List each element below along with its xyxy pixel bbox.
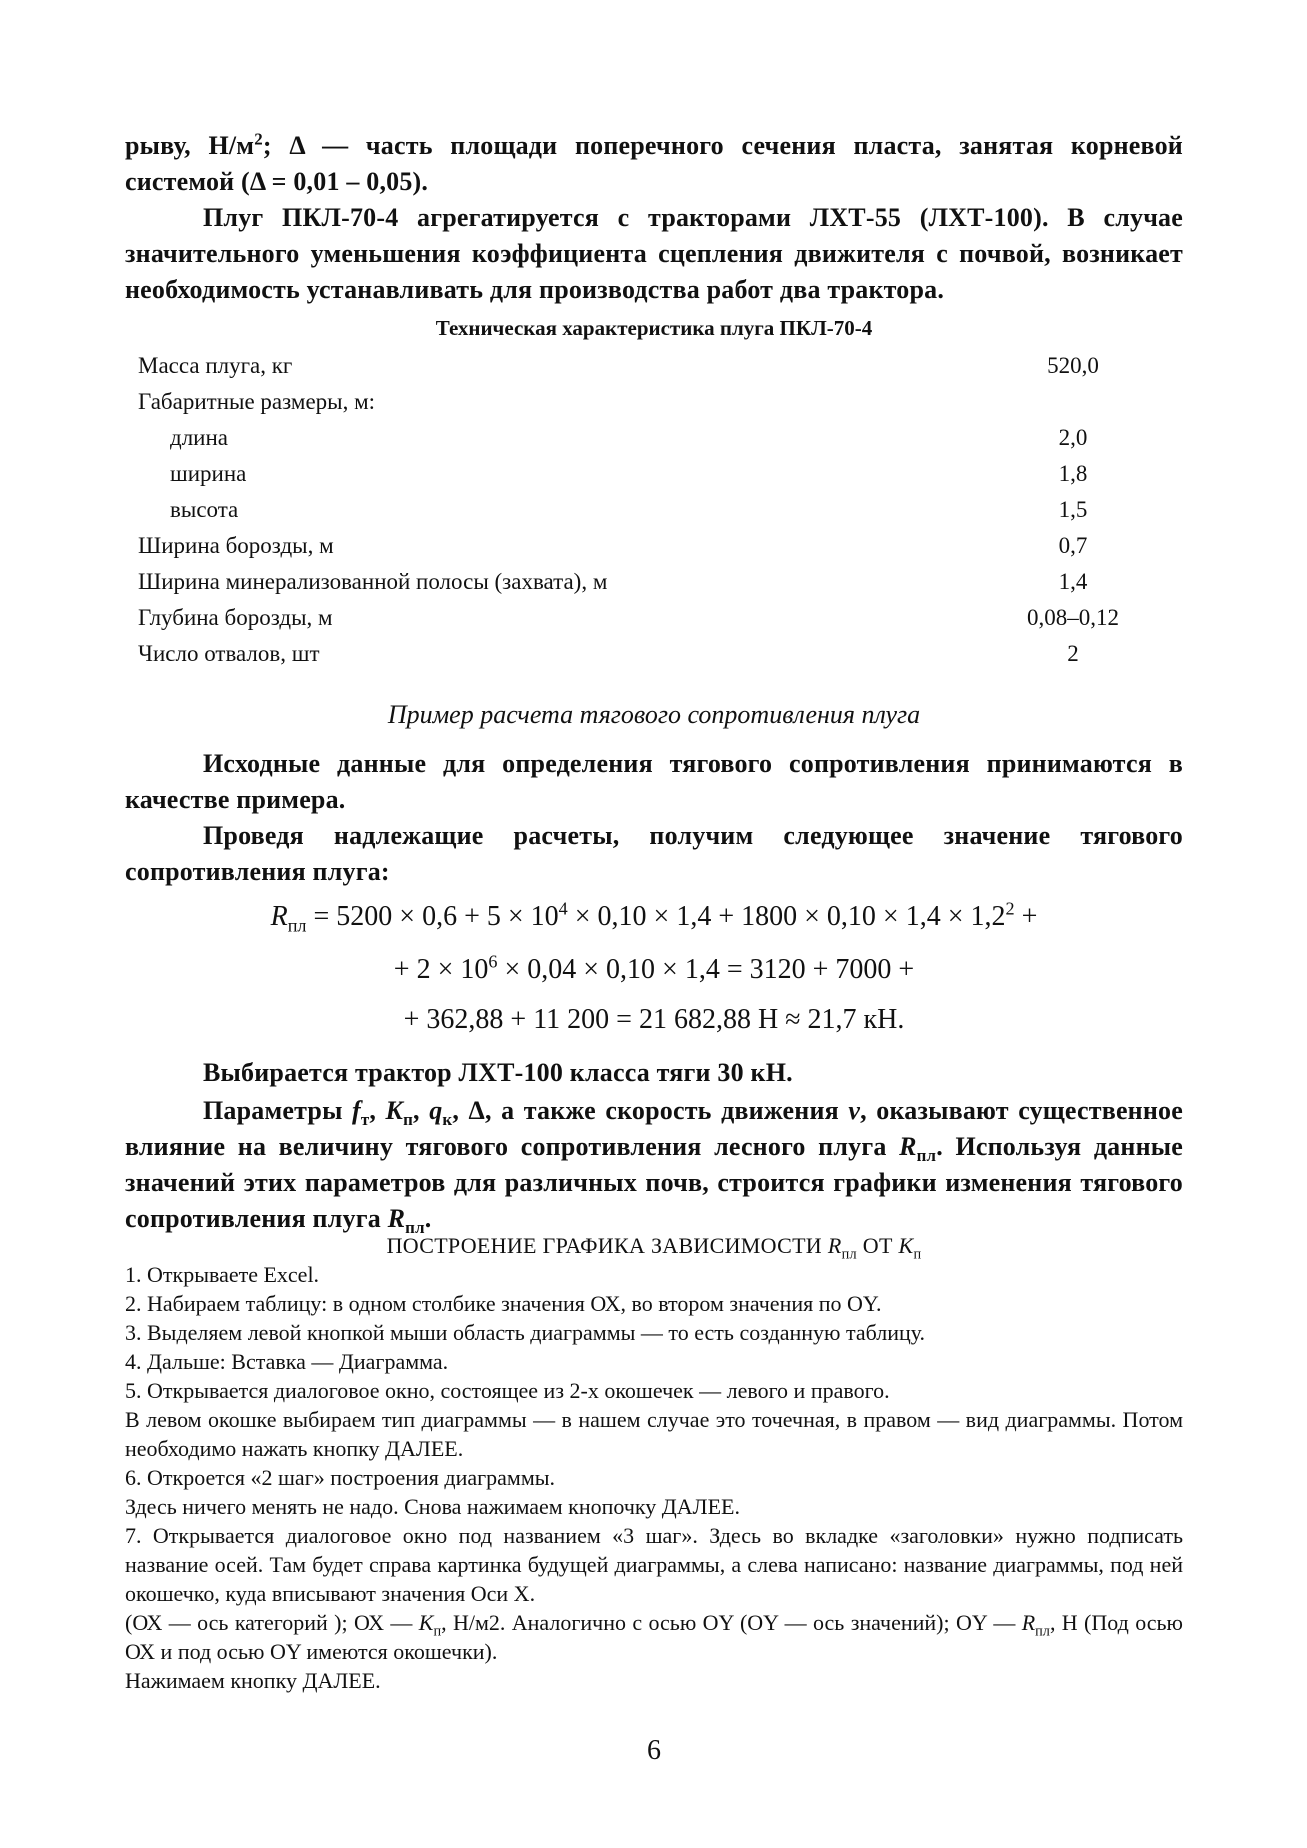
paragraph-calculation: Проведя надлежащие расчеты, получим следующее значение тягового сопротивления плуга: [125,821,1183,886]
paragraph-plough-aggregation: Плуг ПКЛ-70-4 агрегатируется с тракторами ЛХТ-55 (ЛХТ-100). В случае значительного уменьшения коэффициента сцепления движителя с почвой, возникает необходимость устанавливать для производства работ два трактора. [125,203,1183,304]
spec-value: 1,4 [1058,569,1088,594]
spec-value: 0,7 [1058,533,1088,558]
spec-value: 2 [1067,641,1079,666]
spec-row-dimensions [138,384,1118,420]
paragraph-root-system: рыву, $Н/м^2$; Δ — часть площади поперечного сечения пласта, занятая корневой системой (Δ = 0,01 – 0,05). [125,129,1183,196]
spec-row-furrow-width [138,528,1118,564]
step-7: 7. Открывается диалоговое окно под названием «3 шаг». Здесь во вкладке «заголовки» нужно подписать название осей. Там будет справа картинка будущей диаграммы, а слева написано: название диаграммы, под ней окошечко, куда вписывают значения Оси Х. [125,1523,1183,1606]
step-3: 3. Выделяем левой кнопкой мыши область диаграммы — то есть созданную таблицу. [125,1320,926,1345]
step-4: 4. Дальше: Вставка — Диаграмма. [125,1349,449,1374]
formula-line-2: + $2 \times 10^6 \times 0,04 \times 0,10 \times 1,4 = 3120 + 7000$ + [393,951,915,985]
spec-row-height [138,492,1118,528]
spec-row-length [138,420,1118,456]
spec-label: ширина [170,461,247,486]
spec-row-furrow-depth [138,600,1118,636]
spec-title: Техническая характеристика плуга ПКЛ-70-4 [435,316,873,340]
spec-label: Масса плуга, кг [138,353,293,378]
spec-value: 1,8 [1058,461,1088,486]
spec-label: Ширина минерализованной полосы (захвата), м [138,569,608,594]
step-1: 1. Открываете Excel. [125,1262,320,1287]
spec-row-mass [138,348,1118,384]
spec-label: высота [170,497,239,522]
spec-value: 1,5 [1058,497,1088,522]
formula-line-3: + 362,88 + 11 200 = 21 682,88 Н ≈ 21,7 кН. [403,1004,905,1035]
spec-value: 520,0 [1047,353,1099,378]
spec-label: Ширина борозды, м [138,533,334,558]
chart-instructions-heading: ПОСТРОЕНИЕ ГРАФИКА ЗАВИСИМОСТИ $R_{пл}$ ОТ $K_п$ [386,1233,922,1263]
spec-label: Число отвалов, шт [138,641,320,666]
step-5: 5. Открывается диалоговое окно, состоящее из 2-х окошечек — левого и правого. [125,1378,890,1403]
step-6-details: Здесь ничего менять не надо. Снова нажимаем кнопочку ДАЛЕЕ. [125,1494,740,1519]
page-number: 6 [647,1735,661,1766]
step-2: 2. Набираем таблицу: в одном столбике значения ОХ, во втором значения по ОY. [125,1291,882,1316]
spec-row-width [138,456,1118,492]
spec-label: длина [170,425,229,450]
paragraph-initial-data: Исходные данные для определения тягового сопротивления принимаются в качестве примера. [125,749,1183,814]
formula-line-1: $R_{пл} = 5200 \times 0,6 + 5 \times 10^4 \times 0,10 \times 1,4 + 1800 \times 0,10 \times 1,4 \times 1,2^2$ + [270,898,1038,936]
step-6: 6. Откроется «2 шаг» построения диаграммы. [125,1465,556,1490]
section-title: Пример расчета тягового сопротивления плуга [387,700,921,729]
paragraph-parameters: Параметры $f_т$, $K_п$, $q_к$, Δ, а также скорость движения v, оказывают существенное влияние на величину тягового сопротивления лесного плуга $R_{пл}$. Используя данные значений этих параметров для различных почв, строится графики изменения тягового сопротивления плуга $R_{пл}$. [125,1096,1183,1238]
spec-row-strip-width [138,564,1118,600]
step-7-details: (ОХ — ось категорий ); ОХ — $K_п$, Н/м2. Аналогично с осью ОY (ОY — ось значений); ОY — $R_{пл}$, Н (Под осью ОХ и под осью ОY имеются окошечки). [125,1610,1183,1664]
spec-value: 2,0 [1058,425,1088,450]
spec-label: Глубина борозды, м [138,605,333,630]
spec-row-mouldboards [138,636,1118,672]
paragraph-tractor-choice: Выбирается трактор ЛХТ-100 класса тяги 30 кН. [203,1058,793,1087]
spec-label: Габаритные размеры, м: [138,389,376,414]
spec-value: 0,08–0,12 [1027,605,1119,630]
step-5-details: В левом окошке выбираем тип диаграммы — в нашем случае это точечная, в правом — вид диаграммы. Потом необходимо нажать кнопку ДАЛЕЕ. [125,1407,1183,1461]
step-8: Нажимаем кнопку ДАЛЕЕ. [125,1668,381,1693]
